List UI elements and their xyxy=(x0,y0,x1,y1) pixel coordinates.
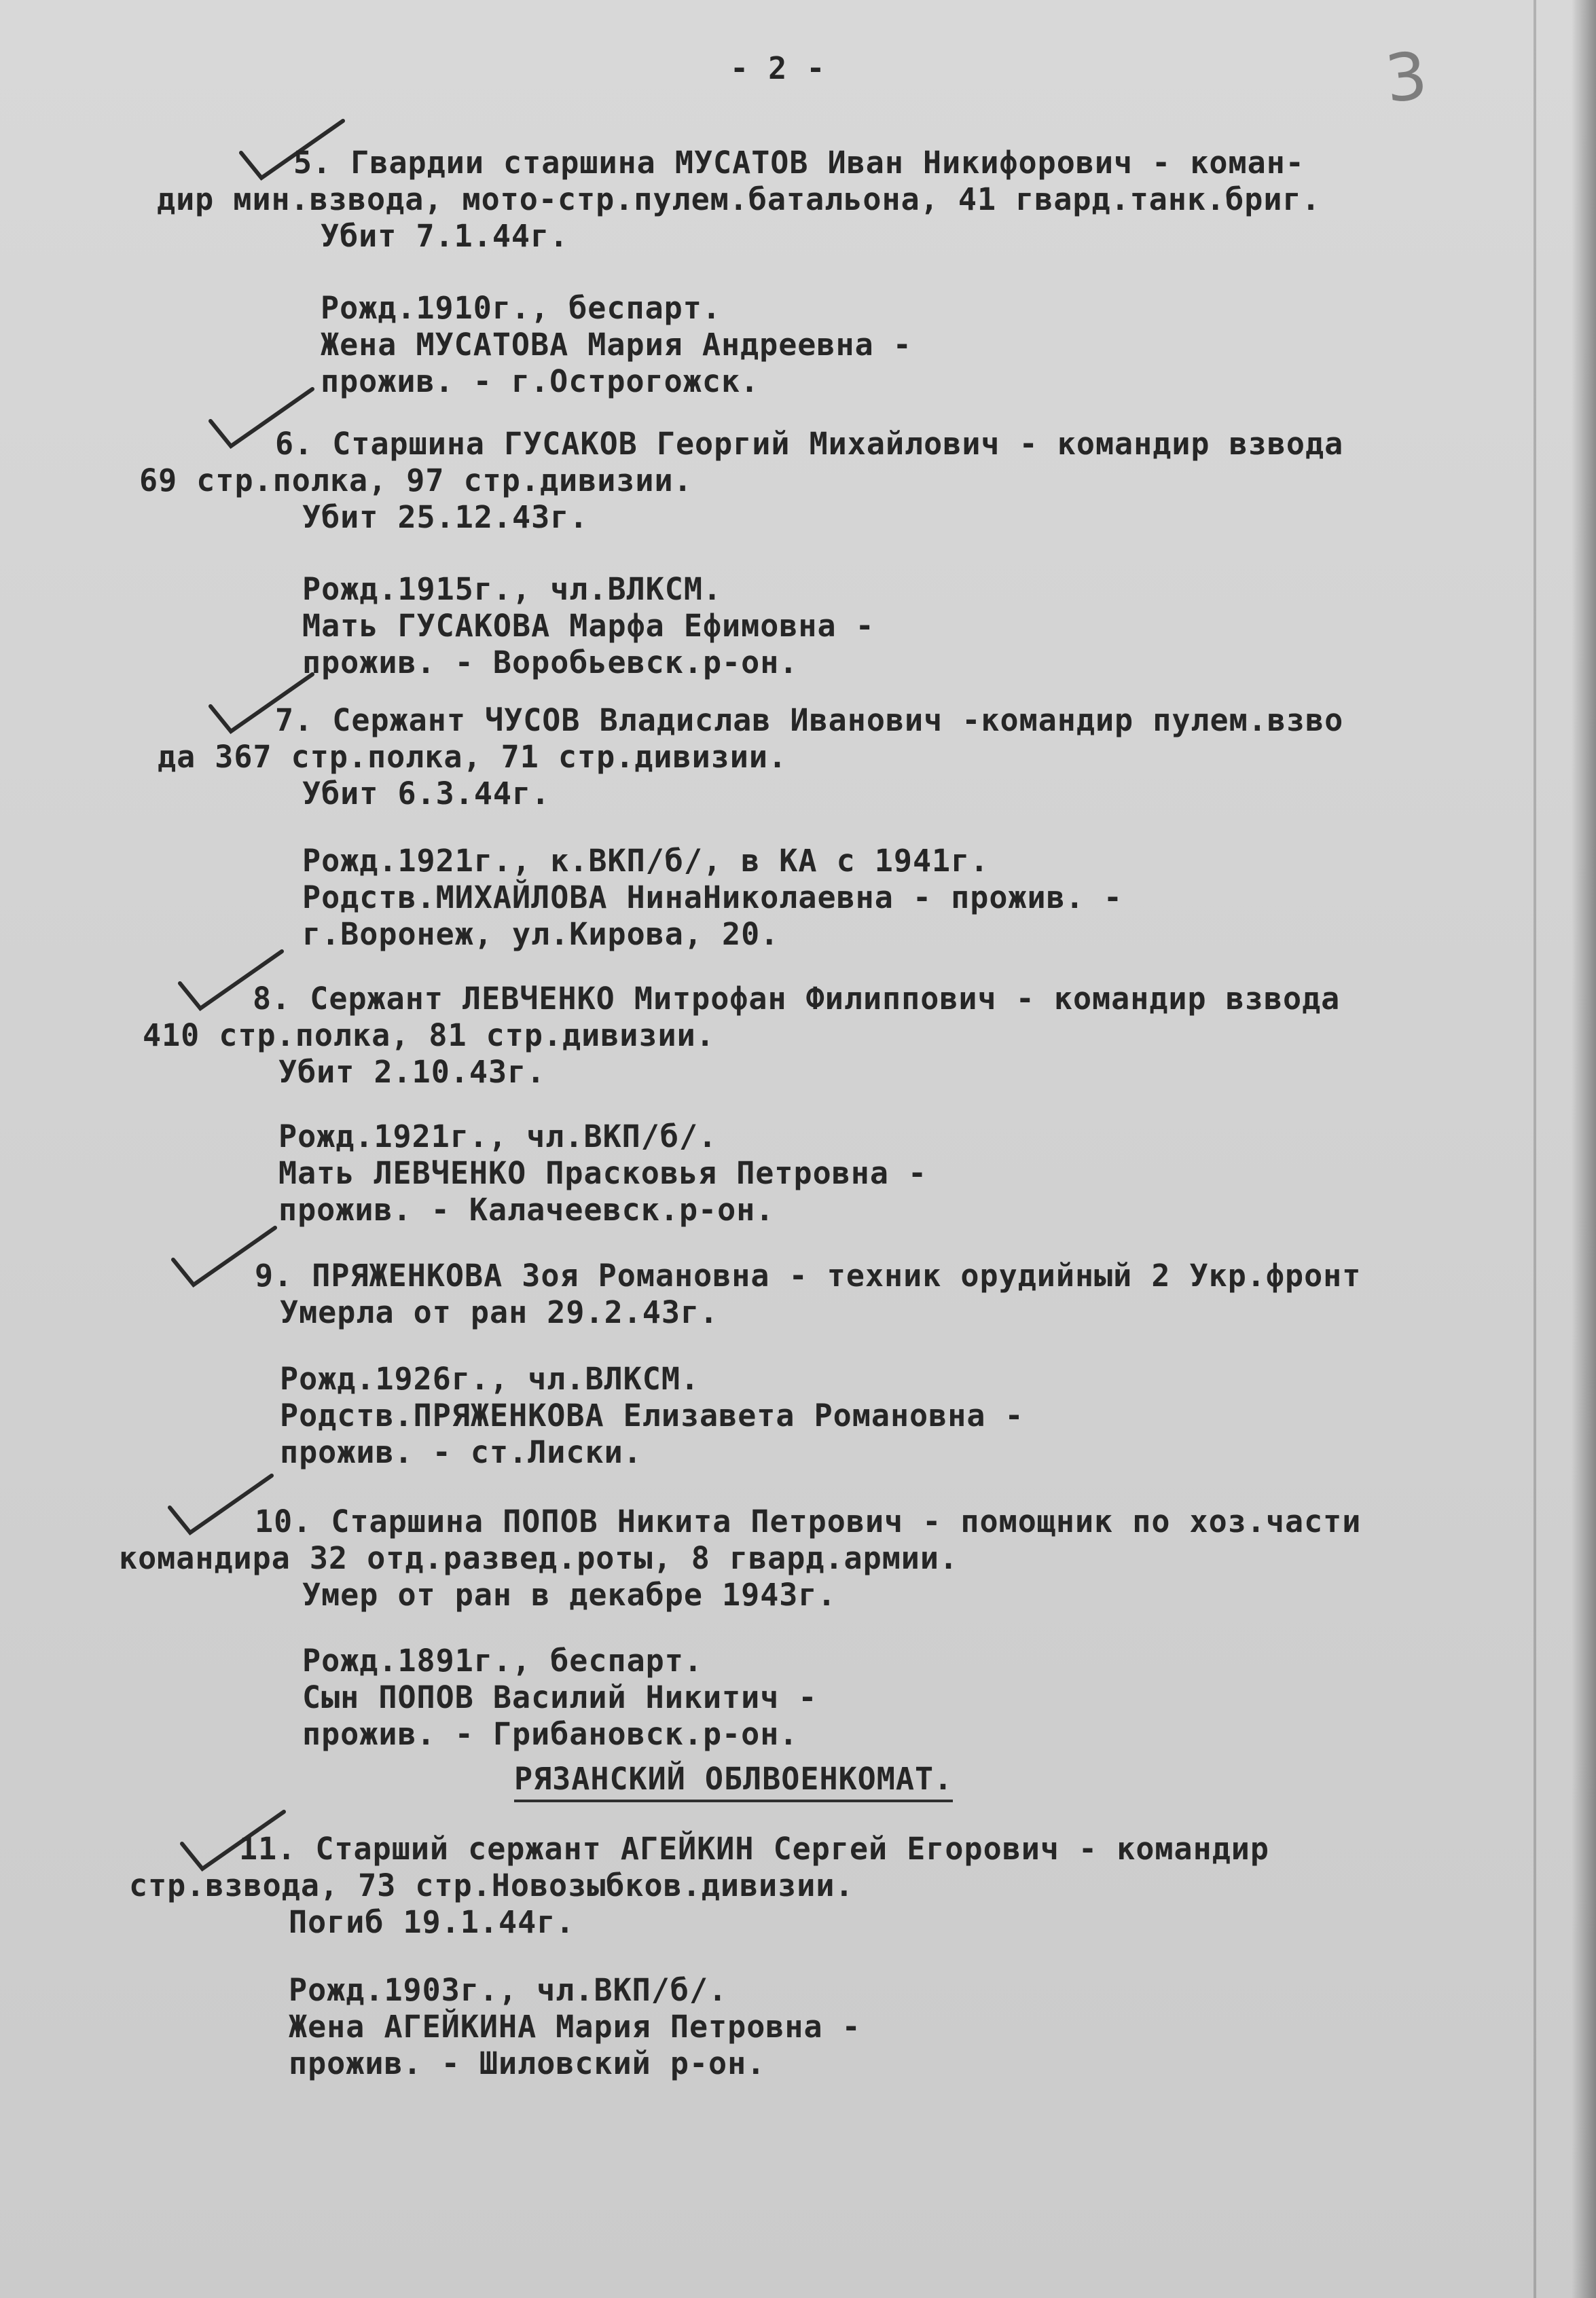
entry-7-line-4: Рожд.1921г., к.ВКП/б/, в КА с 1941г. xyxy=(302,843,990,879)
page-edge-shadow xyxy=(1534,0,1536,2298)
entry-5-line-6: прожив. - г.Острогожск. xyxy=(321,363,760,399)
entry-11-line-4: Рожд.1903г., чл.ВКП/б/. xyxy=(289,1972,728,2008)
entry-9-line-1: 9. ПРЯЖЕНКОВА Зоя Романовна - техник орудийный 2 Укр.фронт xyxy=(255,1258,1362,1294)
entry-6-line-5: Мать ГУСАКОВА Марфа Ефимовна - xyxy=(302,608,875,644)
entry-10-line-5: Сын ПОПОВ Василий Никитич - xyxy=(302,1679,818,1715)
entry-6-line-6: прожив. - Воробьевск.р-он. xyxy=(302,644,799,680)
entry-5-line-4: Рожд.1910г., беспарт. xyxy=(321,290,721,326)
entry-8-line-2: 410 стр.полка, 81 стр.дивизии. xyxy=(143,1017,715,1053)
entry-9-line-4: Родств.ПРЯЖЕНКОВА Елизавета Романовна - xyxy=(280,1398,1024,1434)
entry-5-line-3: Убит 7.1.44г. xyxy=(321,218,569,254)
entry-11-line-2: стр.взвода, 73 стр.Новозыбков.дивизии. xyxy=(129,1867,854,1903)
entry-8-line-5: Мать ЛЕВЧЕНКО Прасковья Петровна - xyxy=(278,1155,928,1191)
page-number: - 2 - xyxy=(730,50,826,86)
entry-6-line-2: 69 стр.полка, 97 стр.дивизии. xyxy=(139,462,693,498)
entry-5-line-2: дир мин.взвода, мото-стр.пулем.батальона, 41 гвард.танк.бриг. xyxy=(157,181,1321,217)
entry-10-line-1: 10. Старшина ПОПОВ Никита Петрович - помощник по хоз.части xyxy=(255,1503,1362,1539)
entry-10-line-6: прожив. - Грибановск.р-он. xyxy=(302,1716,799,1752)
section-heading: РЯЗАНСКИЙ ОБЛВОЕНКОМАТ. xyxy=(514,1761,953,1802)
entry-11-line-3: Погиб 19.1.44г. xyxy=(289,1904,575,1940)
entry-9-line-5: прожив. - ст.Лиски. xyxy=(280,1434,642,1470)
entry-7-line-3: Убит 6.3.44г. xyxy=(302,776,551,811)
entry-9-line-3: Рожд.1926г., чл.ВЛКСМ. xyxy=(280,1361,700,1397)
entry-10-line-3: Умер от ран в декабре 1943г. xyxy=(302,1577,837,1613)
entry-7-line-5: Родств.МИХАЙЛОВА НинаНиколаевна - прожив. - xyxy=(302,879,1123,915)
entry-10-line-2: командира 32 отд.развед.роты, 8 гвард.армии. xyxy=(119,1540,959,1576)
entry-6-line-4: Рожд.1915г., чл.ВЛКСМ. xyxy=(302,571,723,607)
entry-8-line-4: Рожд.1921г., чл.ВКП/б/. xyxy=(278,1118,718,1154)
entry-11-line-1: 11. Старший сержант АГЕЙКИН Сергей Егорович - командир xyxy=(239,1831,1269,1867)
entry-5-line-5: Жена МУСАТОВА Мария Андреевна - xyxy=(321,327,912,363)
entry-8-line-1: 8. Сержант ЛЕВЧЕНКО Митрофан Филиппович - командир взвода xyxy=(253,981,1341,1017)
entry-5-line-1: 5. Гвардии старшина МУСАТОВ Иван Никифорович - коман- xyxy=(293,145,1305,181)
entry-7-line-2: да 367 стр.полка, 71 стр.дивизии. xyxy=(158,739,788,775)
entry-7-line-6: г.Воронеж, ул.Кирова, 20. xyxy=(302,916,780,952)
entry-10-line-4: Рожд.1891г., беспарт. xyxy=(302,1643,703,1679)
entry-9-line-2: Умерла от ран 29.2.43г. xyxy=(280,1294,719,1330)
pencil-page-mark: 3 xyxy=(1381,37,1431,117)
entry-6-line-1: 6. Старшина ГУСАКОВ Георгий Михайлович - командир взвода xyxy=(275,426,1344,462)
entry-8-line-6: прожив. - Калачеевск.р-он. xyxy=(278,1192,775,1228)
entry-8-line-3: Убит 2.10.43г. xyxy=(278,1054,546,1090)
entry-11-line-5: Жена АГЕЙКИНА Мария Петровна - xyxy=(289,2009,861,2045)
entry-7-line-1: 7. Сержант ЧУСОВ Владислав Иванович -командир пулем.взво xyxy=(275,702,1344,738)
entry-11-line-6: прожив. - Шиловский р-он. xyxy=(289,2045,766,2081)
entry-6-line-3: Убит 25.12.43г. xyxy=(302,499,589,535)
